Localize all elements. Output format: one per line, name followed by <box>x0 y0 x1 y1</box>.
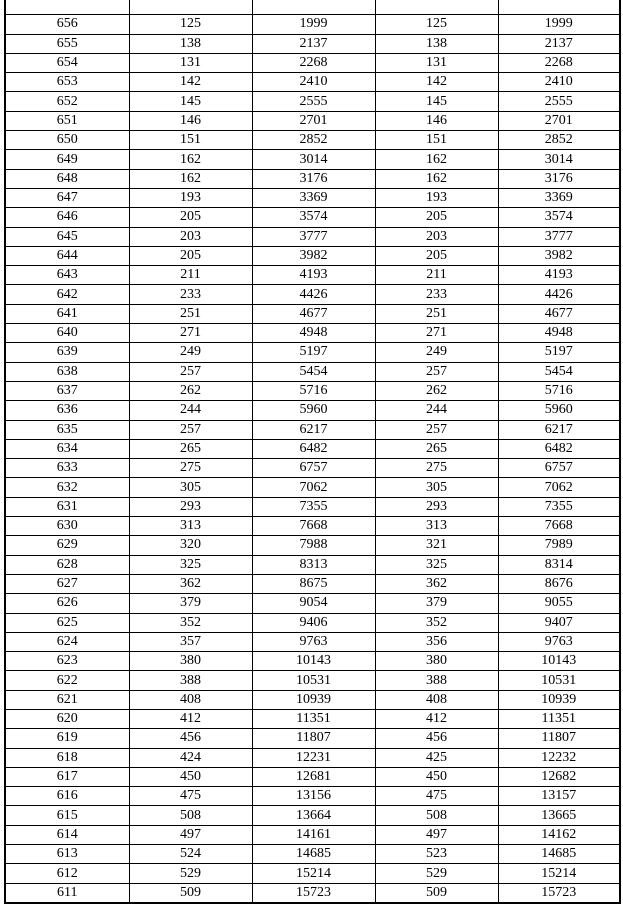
table-row <box>5 632 620 651</box>
cumulative-b-cell: 9763 <box>498 632 620 651</box>
cumulative-b-cell: 14162 <box>498 825 620 844</box>
count-b-cell: 412 <box>375 709 498 728</box>
cumulative-a-cell: 3369 <box>252 188 375 207</box>
count-b-cell: 193 <box>375 188 498 207</box>
count-b-cell: 145 <box>375 92 498 111</box>
table-row <box>5 845 620 864</box>
table-row <box>5 420 620 439</box>
cumulative-b-cell: 2701 <box>498 111 620 130</box>
score-cell: 647 <box>5 188 129 207</box>
score-cell: 632 <box>5 478 129 497</box>
cumulative-a-cell: 14161 <box>252 825 375 844</box>
cumulative-b-cell: 13665 <box>498 806 620 825</box>
table-cell <box>252 0 375 15</box>
cumulative-a-cell: 15214 <box>252 864 375 883</box>
score-cell: 613 <box>5 845 129 864</box>
score-cell: 654 <box>5 53 129 72</box>
count-b-cell: 475 <box>375 787 498 806</box>
count-a-cell: 456 <box>129 729 252 748</box>
cumulative-b-cell: 4677 <box>498 304 620 323</box>
cumulative-a-cell: 11351 <box>252 709 375 728</box>
table-row <box>5 767 620 786</box>
count-a-cell: 244 <box>129 401 252 420</box>
cumulative-b-cell: 7989 <box>498 536 620 555</box>
count-b-cell: 257 <box>375 362 498 381</box>
score-cell: 624 <box>5 632 129 651</box>
cumulative-b-cell: 9055 <box>498 594 620 613</box>
count-a-cell: 313 <box>129 517 252 536</box>
cumulative-b-cell: 3574 <box>498 208 620 227</box>
count-b-cell: 138 <box>375 34 498 53</box>
score-cell: 612 <box>5 864 129 883</box>
cumulative-a-cell: 2555 <box>252 92 375 111</box>
cumulative-a-cell: 9406 <box>252 613 375 632</box>
table-row <box>5 169 620 188</box>
count-b-cell: 325 <box>375 555 498 574</box>
cumulative-a-cell: 12231 <box>252 748 375 767</box>
cumulative-b-cell: 3777 <box>498 227 620 246</box>
score-cell: 616 <box>5 787 129 806</box>
score-cell: 651 <box>5 111 129 130</box>
count-a-cell: 125 <box>129 15 252 34</box>
count-b-cell: 352 <box>375 613 498 632</box>
table-row <box>5 825 620 844</box>
count-b-cell: 380 <box>375 652 498 671</box>
cumulative-b-cell: 5197 <box>498 343 620 362</box>
cumulative-a-cell: 5197 <box>252 343 375 362</box>
score-cell: 633 <box>5 459 129 478</box>
cumulative-a-cell: 9763 <box>252 632 375 651</box>
count-a-cell: 379 <box>129 594 252 613</box>
cumulative-a-cell: 7988 <box>252 536 375 555</box>
cumulative-b-cell: 6757 <box>498 459 620 478</box>
score-cell: 644 <box>5 246 129 265</box>
count-b-cell: 321 <box>375 536 498 555</box>
cumulative-b-cell: 8676 <box>498 574 620 593</box>
count-a-cell: 151 <box>129 131 252 150</box>
score-cell: 638 <box>5 362 129 381</box>
count-a-cell: 380 <box>129 652 252 671</box>
count-b-cell: 162 <box>375 150 498 169</box>
cumulative-a-cell: 3777 <box>252 227 375 246</box>
cumulative-a-cell: 6757 <box>252 459 375 478</box>
table-row <box>5 266 620 285</box>
cumulative-a-cell: 14685 <box>252 845 375 864</box>
count-a-cell: 475 <box>129 787 252 806</box>
cumulative-b-cell: 12232 <box>498 748 620 767</box>
score-cell: 622 <box>5 671 129 690</box>
score-distribution-table <box>4 0 621 904</box>
table-row <box>5 285 620 304</box>
table-row <box>5 787 620 806</box>
cumulative-a-cell: 5960 <box>252 401 375 420</box>
score-cell: 630 <box>5 517 129 536</box>
score-cell: 642 <box>5 285 129 304</box>
table-row <box>5 208 620 227</box>
count-b-cell: 305 <box>375 478 498 497</box>
score-cell: 643 <box>5 266 129 285</box>
cumulative-b-cell: 4193 <box>498 266 620 285</box>
table-row-partial-header <box>5 0 620 15</box>
count-b-cell: 244 <box>375 401 498 420</box>
cumulative-a-cell: 8675 <box>252 574 375 593</box>
cumulative-b-cell: 9407 <box>498 613 620 632</box>
count-a-cell: 193 <box>129 188 252 207</box>
count-a-cell: 138 <box>129 34 252 53</box>
table-row <box>5 324 620 343</box>
score-cell: 620 <box>5 709 129 728</box>
count-a-cell: 265 <box>129 439 252 458</box>
cumulative-b-cell: 11807 <box>498 729 620 748</box>
count-b-cell: 205 <box>375 208 498 227</box>
count-a-cell: 408 <box>129 690 252 709</box>
cumulative-a-cell: 1999 <box>252 15 375 34</box>
cumulative-b-cell: 2268 <box>498 53 620 72</box>
score-cell: 623 <box>5 652 129 671</box>
table-row <box>5 343 620 362</box>
count-b-cell: 262 <box>375 381 498 400</box>
count-b-cell: 408 <box>375 690 498 709</box>
score-cell: 652 <box>5 92 129 111</box>
count-a-cell: 424 <box>129 748 252 767</box>
score-cell: 656 <box>5 15 129 34</box>
cumulative-b-cell: 10939 <box>498 690 620 709</box>
cumulative-b-cell: 7355 <box>498 497 620 516</box>
cumulative-b-cell: 2852 <box>498 131 620 150</box>
count-b-cell: 265 <box>375 439 498 458</box>
table-row <box>5 806 620 825</box>
count-b-cell: 233 <box>375 285 498 304</box>
count-a-cell: 211 <box>129 266 252 285</box>
score-cell: 635 <box>5 420 129 439</box>
count-a-cell: 249 <box>129 343 252 362</box>
count-b-cell: 450 <box>375 767 498 786</box>
cumulative-a-cell: 4426 <box>252 285 375 304</box>
count-a-cell: 257 <box>129 420 252 439</box>
cumulative-b-cell: 15723 <box>498 883 620 903</box>
cumulative-b-cell: 13157 <box>498 787 620 806</box>
table-row <box>5 864 620 883</box>
cumulative-b-cell: 1999 <box>498 15 620 34</box>
cumulative-b-cell: 7062 <box>498 478 620 497</box>
cumulative-a-cell: 9054 <box>252 594 375 613</box>
cumulative-b-cell: 8314 <box>498 555 620 574</box>
cumulative-a-cell: 8313 <box>252 555 375 574</box>
count-a-cell: 524 <box>129 845 252 864</box>
count-a-cell: 205 <box>129 208 252 227</box>
count-b-cell: 131 <box>375 53 498 72</box>
table-cell <box>5 0 129 15</box>
count-a-cell: 162 <box>129 150 252 169</box>
count-a-cell: 142 <box>129 73 252 92</box>
cumulative-a-cell: 3176 <box>252 169 375 188</box>
table-row <box>5 690 620 709</box>
count-b-cell: 362 <box>375 574 498 593</box>
cumulative-a-cell: 10939 <box>252 690 375 709</box>
score-cell: 650 <box>5 131 129 150</box>
cumulative-a-cell: 13664 <box>252 806 375 825</box>
cumulative-b-cell: 7668 <box>498 517 620 536</box>
table-row <box>5 34 620 53</box>
table-row <box>5 709 620 728</box>
count-b-cell: 523 <box>375 845 498 864</box>
cumulative-a-cell: 4948 <box>252 324 375 343</box>
cumulative-b-cell: 12682 <box>498 767 620 786</box>
cumulative-b-cell: 5454 <box>498 362 620 381</box>
table-row <box>5 671 620 690</box>
cumulative-a-cell: 2701 <box>252 111 375 130</box>
table-row <box>5 362 620 381</box>
count-b-cell: 388 <box>375 671 498 690</box>
count-a-cell: 205 <box>129 246 252 265</box>
count-a-cell: 146 <box>129 111 252 130</box>
count-a-cell: 357 <box>129 632 252 651</box>
cumulative-a-cell: 10531 <box>252 671 375 690</box>
count-a-cell: 257 <box>129 362 252 381</box>
count-b-cell: 508 <box>375 806 498 825</box>
cumulative-b-cell: 5960 <box>498 401 620 420</box>
table-row <box>5 594 620 613</box>
count-b-cell: 203 <box>375 227 498 246</box>
cumulative-b-cell: 3014 <box>498 150 620 169</box>
cumulative-b-cell: 15214 <box>498 864 620 883</box>
count-b-cell: 509 <box>375 883 498 903</box>
cumulative-b-cell: 10143 <box>498 652 620 671</box>
score-cell: 629 <box>5 536 129 555</box>
count-b-cell: 162 <box>375 169 498 188</box>
cumulative-a-cell: 4193 <box>252 266 375 285</box>
cumulative-a-cell: 7355 <box>252 497 375 516</box>
score-cell: 626 <box>5 594 129 613</box>
cumulative-a-cell: 6482 <box>252 439 375 458</box>
cumulative-b-cell: 11351 <box>498 709 620 728</box>
count-b-cell: 313 <box>375 517 498 536</box>
score-cell: 648 <box>5 169 129 188</box>
score-cell: 655 <box>5 34 129 53</box>
cumulative-a-cell: 3574 <box>252 208 375 227</box>
cumulative-b-cell: 10531 <box>498 671 620 690</box>
cumulative-b-cell: 2555 <box>498 92 620 111</box>
score-cell: 627 <box>5 574 129 593</box>
count-b-cell: 257 <box>375 420 498 439</box>
count-a-cell: 162 <box>129 169 252 188</box>
score-cell: 618 <box>5 748 129 767</box>
count-a-cell: 271 <box>129 324 252 343</box>
count-b-cell: 456 <box>375 729 498 748</box>
count-b-cell: 275 <box>375 459 498 478</box>
cumulative-b-cell: 14685 <box>498 845 620 864</box>
count-a-cell: 362 <box>129 574 252 593</box>
table-row <box>5 478 620 497</box>
cumulative-b-cell: 6217 <box>498 420 620 439</box>
count-b-cell: 142 <box>375 73 498 92</box>
table-row <box>5 92 620 111</box>
cumulative-a-cell: 3982 <box>252 246 375 265</box>
cumulative-b-cell: 4426 <box>498 285 620 304</box>
score-cell: 634 <box>5 439 129 458</box>
count-b-cell: 205 <box>375 246 498 265</box>
table-row <box>5 131 620 150</box>
count-b-cell: 211 <box>375 266 498 285</box>
score-cell: 639 <box>5 343 129 362</box>
cumulative-a-cell: 12681 <box>252 767 375 786</box>
count-b-cell: 497 <box>375 825 498 844</box>
table-row <box>5 304 620 323</box>
table-row <box>5 227 620 246</box>
table-row <box>5 381 620 400</box>
score-cell: 641 <box>5 304 129 323</box>
cumulative-a-cell: 15723 <box>252 883 375 903</box>
table-body <box>5 0 620 903</box>
count-a-cell: 251 <box>129 304 252 323</box>
table-row <box>5 53 620 72</box>
table-row <box>5 401 620 420</box>
cumulative-a-cell: 10143 <box>252 652 375 671</box>
count-a-cell: 497 <box>129 825 252 844</box>
table-row <box>5 574 620 593</box>
cumulative-a-cell: 2137 <box>252 34 375 53</box>
cumulative-a-cell: 5716 <box>252 381 375 400</box>
cumulative-a-cell: 6217 <box>252 420 375 439</box>
count-a-cell: 293 <box>129 497 252 516</box>
cumulative-b-cell: 2137 <box>498 34 620 53</box>
count-b-cell: 125 <box>375 15 498 34</box>
score-cell: 625 <box>5 613 129 632</box>
cumulative-a-cell: 5454 <box>252 362 375 381</box>
cumulative-a-cell: 3014 <box>252 150 375 169</box>
table-row <box>5 883 620 903</box>
score-cell: 637 <box>5 381 129 400</box>
count-b-cell: 151 <box>375 131 498 150</box>
score-cell: 614 <box>5 825 129 844</box>
score-cell: 646 <box>5 208 129 227</box>
count-b-cell: 293 <box>375 497 498 516</box>
cumulative-b-cell: 3982 <box>498 246 620 265</box>
table-row <box>5 111 620 130</box>
count-a-cell: 325 <box>129 555 252 574</box>
count-b-cell: 425 <box>375 748 498 767</box>
count-a-cell: 412 <box>129 709 252 728</box>
count-a-cell: 320 <box>129 536 252 555</box>
table-row <box>5 73 620 92</box>
cumulative-a-cell: 2268 <box>252 53 375 72</box>
score-cell: 619 <box>5 729 129 748</box>
cumulative-b-cell: 3369 <box>498 188 620 207</box>
table-row <box>5 555 620 574</box>
score-cell: 615 <box>5 806 129 825</box>
count-a-cell: 203 <box>129 227 252 246</box>
cumulative-a-cell: 7668 <box>252 517 375 536</box>
score-distribution-table-wrapper <box>4 0 619 904</box>
score-cell: 649 <box>5 150 129 169</box>
score-cell: 645 <box>5 227 129 246</box>
score-cell: 611 <box>5 883 129 903</box>
score-cell: 636 <box>5 401 129 420</box>
count-a-cell: 529 <box>129 864 252 883</box>
count-a-cell: 352 <box>129 613 252 632</box>
cumulative-b-cell: 3176 <box>498 169 620 188</box>
table-cell <box>375 0 498 15</box>
table-cell <box>129 0 252 15</box>
score-cell: 653 <box>5 73 129 92</box>
count-a-cell: 131 <box>129 53 252 72</box>
table-row <box>5 497 620 516</box>
cumulative-b-cell: 5716 <box>498 381 620 400</box>
count-b-cell: 529 <box>375 864 498 883</box>
cumulative-a-cell: 13156 <box>252 787 375 806</box>
count-a-cell: 450 <box>129 767 252 786</box>
table-row <box>5 459 620 478</box>
count-b-cell: 356 <box>375 632 498 651</box>
cumulative-a-cell: 2410 <box>252 73 375 92</box>
cumulative-a-cell: 4677 <box>252 304 375 323</box>
count-b-cell: 379 <box>375 594 498 613</box>
table-cell <box>498 0 620 15</box>
count-a-cell: 388 <box>129 671 252 690</box>
table-row <box>5 748 620 767</box>
score-cell: 617 <box>5 767 129 786</box>
cumulative-b-cell: 6482 <box>498 439 620 458</box>
table-row <box>5 536 620 555</box>
score-cell: 631 <box>5 497 129 516</box>
cumulative-a-cell: 11807 <box>252 729 375 748</box>
table-row <box>5 150 620 169</box>
count-b-cell: 251 <box>375 304 498 323</box>
count-a-cell: 508 <box>129 806 252 825</box>
table-row <box>5 652 620 671</box>
count-b-cell: 249 <box>375 343 498 362</box>
score-cell: 640 <box>5 324 129 343</box>
table-row <box>5 246 620 265</box>
table-row <box>5 517 620 536</box>
score-cell: 628 <box>5 555 129 574</box>
score-cell: 621 <box>5 690 129 709</box>
cumulative-a-cell: 7062 <box>252 478 375 497</box>
count-a-cell: 262 <box>129 381 252 400</box>
count-a-cell: 275 <box>129 459 252 478</box>
cumulative-a-cell: 2852 <box>252 131 375 150</box>
table-row <box>5 613 620 632</box>
count-a-cell: 233 <box>129 285 252 304</box>
count-a-cell: 305 <box>129 478 252 497</box>
table-row <box>5 15 620 34</box>
count-b-cell: 146 <box>375 111 498 130</box>
cumulative-b-cell: 4948 <box>498 324 620 343</box>
cumulative-b-cell: 2410 <box>498 73 620 92</box>
count-a-cell: 509 <box>129 883 252 903</box>
count-b-cell: 271 <box>375 324 498 343</box>
table-row <box>5 188 620 207</box>
count-a-cell: 145 <box>129 92 252 111</box>
table-row <box>5 439 620 458</box>
table-row <box>5 729 620 748</box>
